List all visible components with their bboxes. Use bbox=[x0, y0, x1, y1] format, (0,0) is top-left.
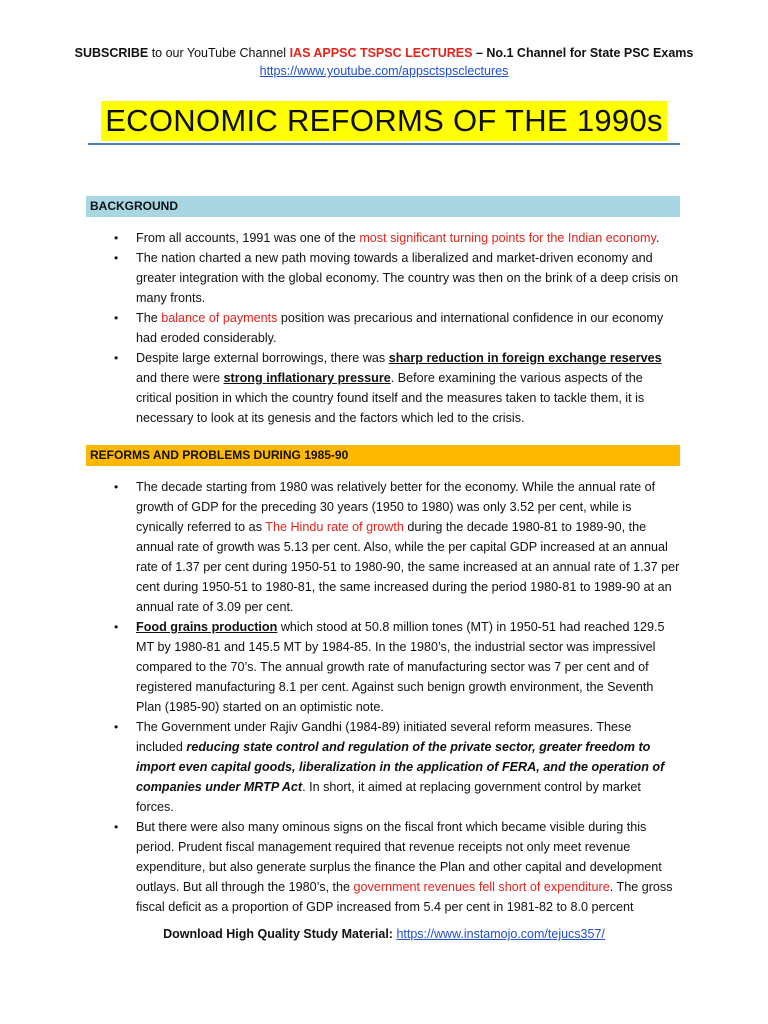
reforms-list bbox=[0, 477, 680, 917]
highlight-text: The Hindu rate of growth bbox=[265, 520, 404, 534]
list-item: • But there were also many ominous signs on the fiscal front which became visible during this period. Prudent fiscal management required that revenue receipts not only meet revenue expenditure, but also generate surplus the finance the Plan and other capital and development outlays. But all through the 1980’s, the government revenues fell short of expenditure. The gross fiscal deficit as a proportion of GDP increased from 5.4 per cent in 1981-82 to 8.0 percent bbox=[0, 817, 680, 917]
underlined-text: Food grains production bbox=[136, 620, 278, 634]
bullet-icon: • bbox=[114, 231, 119, 245]
subscribe-label: SUBSCRIBE bbox=[74, 46, 149, 60]
list-item: • The nation charted a new path moving towards a liberalized and market-driven economy and greater integration with the global economy. The country was then on the brink of a deep crisis on many fronts. bbox=[0, 248, 680, 308]
promo-tail: – No.1 Channel for State PSC Exams bbox=[472, 46, 694, 60]
underlined-text: sharp reduction in foreign exchange reserves bbox=[388, 351, 662, 365]
list-item: • The Government under Rajiv Gandhi (1984-89) initiated several reform measures. These included reducing state control and regulation of the private sector, greater freedom to import even capital goods, liberalization in the application of FERA, and the operation of companies under MRTP Act. In short, it aimed at replacing government control by market forces. bbox=[0, 717, 680, 817]
footer-label: Download High Quality Study Material: bbox=[163, 927, 397, 941]
section-heading-reforms: REFORMS AND PROBLEMS DURING 1985-90 bbox=[86, 445, 680, 466]
study-material-link[interactable]: https://www.instamojo.com/tejucs357/ bbox=[396, 927, 605, 941]
list-item: • The decade starting from 1980 was relatively better for the economy. While the annual rate of growth of GDP for the preceding 30 years (1950 to 1980) was only 3.52 per cent, while is cynically referred to as The Hindu rate of growth during the decade 1980-81 to 1989-90, the annual rate of growth was 5.13 per cent. Also, while the per capital GDP increased at an annual rate of 1.37 per cent during 1950-51 to 1980-90, the same increased at an annual rate of 1.37 per cent during 1950-51 to 1980-81, the same increased during the period 1980-81 to 1989-90 at an annual rate of 3.09 per cent. bbox=[0, 477, 680, 617]
promo-line bbox=[0, 44, 768, 62]
underlined-text: strong inflationary pressure bbox=[223, 371, 391, 385]
highlight-text: government revenues fell short of expenditure bbox=[353, 880, 610, 894]
page-title: ECONOMIC REFORMS OF THE 1990s bbox=[101, 101, 667, 141]
highlight-text: balance of payments bbox=[161, 311, 278, 325]
bullet-icon: • bbox=[114, 251, 119, 265]
bullet-icon: • bbox=[114, 311, 119, 325]
bullet-icon: • bbox=[114, 720, 119, 734]
list-item: • From all accounts, 1991 was one of the most significant turning points for the Indian economy. bbox=[0, 228, 680, 248]
bullet-icon: • bbox=[114, 351, 119, 365]
bullet-icon: • bbox=[114, 820, 119, 834]
title-block bbox=[0, 101, 768, 141]
section-heading-background: BACKGROUND bbox=[86, 196, 680, 217]
youtube-link[interactable]: https://www.youtube.com/appsctspsclectures bbox=[259, 64, 509, 78]
promo-banner bbox=[0, 44, 768, 80]
promo-text: to our YouTube Channel bbox=[148, 46, 290, 60]
bullet-icon: • bbox=[114, 620, 119, 634]
list-item: • The balance of payments position was precarious and international confidence in our economy had eroded considerably. bbox=[0, 308, 680, 348]
channel-name: IAS APPSC TSPSC LECTURES bbox=[289, 46, 473, 60]
emphasis-text: reducing state control and regulation of the private sector, greater freedom to import even capital goods, liberalization in the application of FERA, and the operation of companies under MRTP Act bbox=[136, 740, 665, 794]
background-list bbox=[0, 228, 680, 428]
list-item: • Despite large external borrowings, there was sharp reduction in foreign exchange reserves and there were strong inflationary pressure. Before examining the various aspects of the critical position in which the country found itself and the measures taken to tackle them, it is necessary to look at its genesis and the factors which led to the crisis. bbox=[0, 348, 680, 428]
highlight-text: most significant turning points for the Indian economy bbox=[359, 231, 656, 245]
footer bbox=[0, 925, 768, 943]
bullet-icon: • bbox=[114, 480, 119, 494]
list-item: • Food grains production which stood at 50.8 million tones (MT) in 1950-51 had reached 129.5 MT by 1980-81 and 145.5 MT by 1984-85. In the 1980’s, the industrial sector was impressivel compared to the 70’s. The annual growth rate of manufacturing sector was 7 per cent and of registered manufacturing 8.1 per cent. Against such benign growth environment, the Seventh Plan (1985-90) started on an optimistic note. bbox=[0, 617, 680, 717]
title-divider bbox=[88, 143, 680, 145]
